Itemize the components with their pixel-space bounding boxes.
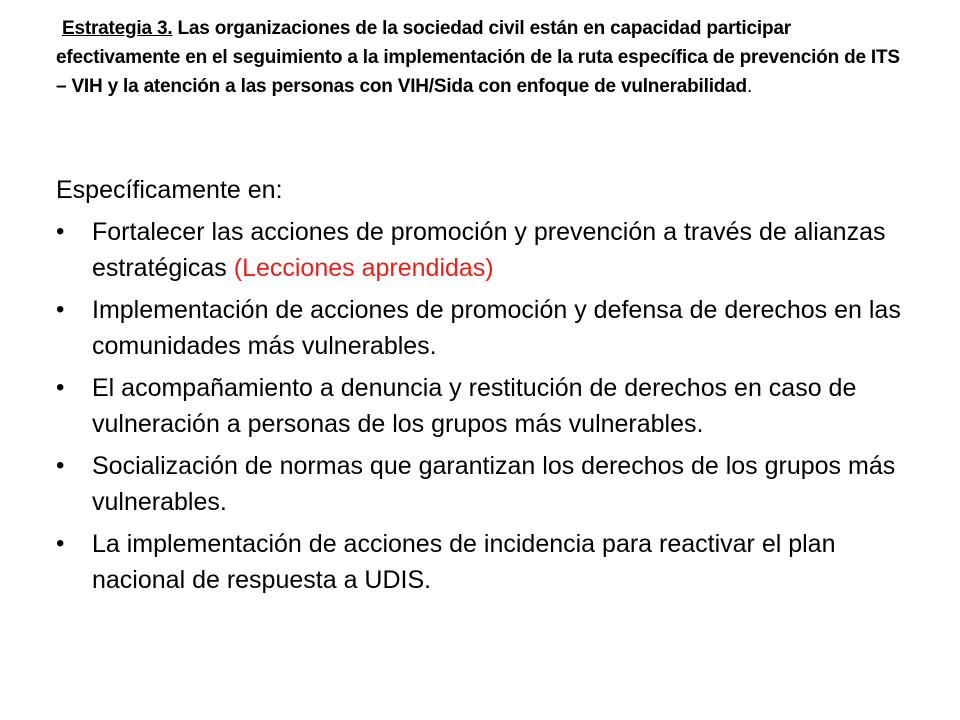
bullet-list	[56, 214, 906, 604]
list-item-text: El acompañamiento a denuncia y restitución de derechos en caso de vulneración a personas de los grupos más vulnerables.	[92, 374, 857, 438]
strategy-text: Las organizaciones de la sociedad civil están en capacidad participar efectivamente en el seguimiento a la implementación de la ruta específica de prevención de ITS – VIH y la atención a las personas con VIH/Sida con enfoque de vulnerabilidad	[56, 18, 900, 97]
list-item-text: Fortalecer las acciones de promoción y prevención a través de alianzas estratégicas	[92, 218, 886, 282]
bullet-icon: •	[56, 218, 65, 245]
strategy-title: Estrategia 3.	[62, 18, 173, 39]
list-item	[56, 526, 906, 598]
bullet-icon: •	[56, 530, 65, 557]
list-item	[56, 448, 906, 520]
intro-text: Específicamente en:	[56, 176, 283, 204]
bullet-icon: •	[56, 452, 65, 479]
list-item-text: Implementación de acciones de promoción y defensa de derechos en las comunidades más vulnerables.	[92, 296, 901, 360]
list-item-highlight: (Lecciones aprendidas)	[233, 254, 494, 282]
list-item-text: Socialización de normas que garantizan los derechos de los grupos más vulnerables.	[92, 452, 896, 516]
list-item-text: La implementación de acciones de incidencia para reactivar el plan nacional de respuesta a UDIS.	[92, 530, 836, 594]
list-item	[56, 292, 906, 364]
list-item	[56, 370, 906, 442]
bullet-icon: •	[56, 374, 65, 401]
strategy-end: .	[746, 76, 753, 97]
list-item	[56, 214, 906, 286]
bullet-icon: •	[56, 296, 65, 323]
strategy-paragraph	[56, 14, 902, 101]
